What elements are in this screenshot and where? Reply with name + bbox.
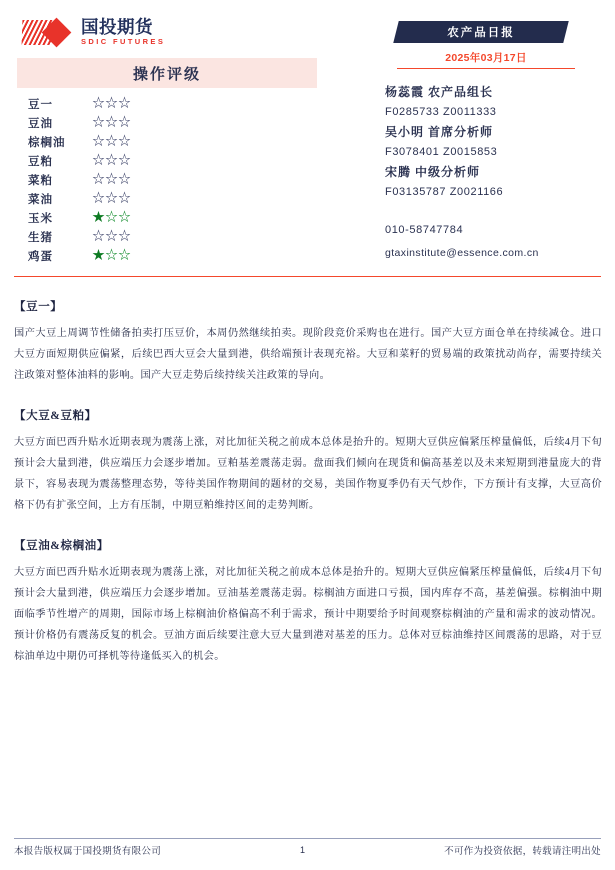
star-empty-icon: ☆ bbox=[105, 153, 118, 168]
analyst-name: 宋腾 中级分析师 bbox=[385, 165, 481, 179]
rating-stars bbox=[92, 211, 131, 224]
company-logo bbox=[22, 17, 165, 47]
rating-stars bbox=[92, 116, 131, 129]
analyst-name: 杨蕊霞 农产品组长 bbox=[385, 85, 494, 99]
logo-english-name: SDIC FUTURES bbox=[81, 37, 166, 46]
rating-stars bbox=[92, 173, 131, 186]
rating-commodity-name: 菜油 bbox=[28, 193, 53, 206]
star-empty-icon: ☆ bbox=[118, 229, 131, 244]
rating-row bbox=[28, 208, 318, 227]
footer-disclaimer: 不可作为投资依据，转载请注明出处 bbox=[444, 847, 601, 857]
star-empty-icon: ☆ bbox=[92, 153, 105, 168]
star-empty-icon: ☆ bbox=[105, 172, 118, 187]
rating-stars bbox=[92, 230, 131, 243]
banner-title-label: 农产品日报 bbox=[447, 27, 515, 39]
rating-commodity-name: 玉米 bbox=[28, 212, 53, 225]
star-empty-icon: ☆ bbox=[105, 248, 118, 263]
star-empty-icon: ☆ bbox=[118, 172, 131, 187]
rating-row bbox=[28, 94, 318, 113]
star-empty-icon: ☆ bbox=[92, 172, 105, 187]
header-divider bbox=[14, 276, 601, 277]
rating-commodity-name: 菜粕 bbox=[28, 174, 53, 187]
star-empty-icon: ☆ bbox=[118, 115, 131, 130]
ratings-panel-title-label: 操作评级 bbox=[132, 66, 201, 83]
star-empty-icon: ☆ bbox=[92, 191, 105, 206]
ratings-panel-title bbox=[17, 58, 317, 88]
analyst-name: 吴小明 首席分析师 bbox=[385, 125, 494, 139]
rating-row bbox=[28, 132, 318, 151]
contact-phone: 010-58747784 bbox=[385, 224, 464, 236]
rating-row bbox=[28, 189, 318, 208]
report-type-banner bbox=[396, 21, 566, 43]
star-empty-icon: ☆ bbox=[92, 229, 105, 244]
star-filled-icon: ★ bbox=[92, 248, 105, 263]
rating-commodity-name: 豆一 bbox=[28, 98, 53, 111]
section-heading: 【豆油&棕榈油】 bbox=[14, 540, 109, 552]
rating-stars bbox=[92, 154, 131, 167]
report-section bbox=[14, 298, 602, 386]
rating-row bbox=[28, 227, 318, 246]
star-empty-icon: ☆ bbox=[92, 134, 105, 149]
star-empty-icon: ☆ bbox=[118, 134, 131, 149]
star-empty-icon: ☆ bbox=[105, 191, 118, 206]
star-empty-icon: ☆ bbox=[118, 153, 131, 168]
rating-commodity-name: 生猪 bbox=[28, 231, 53, 244]
star-empty-icon: ☆ bbox=[105, 210, 118, 225]
analyst-license-code: F0285733 Z0011333 bbox=[385, 106, 497, 118]
section-heading: 【豆一】 bbox=[14, 301, 63, 313]
footer-divider bbox=[14, 838, 601, 839]
star-empty-icon: ☆ bbox=[118, 96, 131, 111]
rating-commodity-name: 豆油 bbox=[28, 117, 53, 130]
section-body-text: 大豆方面巴西升贴水近期表现为震荡上涨，对比加征关税之前成本总体是抬升的。短期大豆供应偏紧压榨量偏低，后续4月下旬预计会大量到港，供应端压力会逐步增加。豆油基差震荡走弱。棕榈油方面进口亏损，国内库存不高，基差偏强。棕榈油中期面临季节性增产的周期，国际市场上棕榈油价格偏高不利于需求，预计中期要给予时间观察棕榈油的产量和需求的波动情况。预计价格仍有震荡反复的机会。豆油方面后续要注意大豆大量到港对基差的压力。总体对豆棕油维持区间震荡的思路，对于豆棕油单边中期仍可择机等待逢低买入的机会。 bbox=[14, 567, 602, 662]
logo-mark-icon bbox=[22, 17, 76, 47]
star-empty-icon: ☆ bbox=[105, 229, 118, 244]
star-filled-icon: ★ bbox=[92, 210, 105, 225]
star-empty-icon: ☆ bbox=[118, 248, 131, 263]
ratings-table bbox=[28, 94, 318, 265]
contact-email[interactable]: gtaxinstitute@essence.com.cn bbox=[385, 247, 539, 259]
report-header bbox=[0, 0, 615, 278]
analyst-license-code: F03135787 Z0021166 bbox=[385, 186, 504, 198]
rating-stars bbox=[92, 192, 131, 205]
date-divider bbox=[397, 68, 575, 69]
star-empty-icon: ☆ bbox=[118, 191, 131, 206]
star-empty-icon: ☆ bbox=[92, 96, 105, 111]
rating-stars bbox=[92, 135, 131, 148]
rating-commodity-name: 鸡蛋 bbox=[28, 250, 53, 263]
rating-row bbox=[28, 113, 318, 132]
star-empty-icon: ☆ bbox=[105, 134, 118, 149]
star-empty-icon: ☆ bbox=[105, 115, 118, 130]
logo-chinese-name: 国投期货 bbox=[81, 17, 153, 37]
contact-block bbox=[385, 219, 615, 265]
rating-stars bbox=[92, 97, 131, 110]
rating-row bbox=[28, 151, 318, 170]
footer-copyright: 本报告版权属于国投期货有限公司 bbox=[14, 847, 162, 857]
section-body-text: 国产大豆上周调节性储备拍卖打压豆价，本周仍然继续拍卖。现阶段竞价采购也在进行。国产大豆方面仓单在持续减仓。进口大豆方面短期供应偏紧，后续巴西大豆会大量到港，供给端预计表现充裕。大豆和菜籽的贸易端的政策扰动尚存，需要持续关注政策对整体油料的影响。国产大豆走势后续持续关注政策的导向。 bbox=[14, 328, 602, 381]
rating-commodity-name: 棕榈油 bbox=[28, 136, 66, 149]
rating-row bbox=[28, 246, 318, 265]
report-section bbox=[14, 407, 602, 516]
report-section bbox=[14, 537, 602, 667]
analyst-list bbox=[385, 82, 610, 202]
section-body-text: 大豆方面巴西升贴水近期表现为震荡上涨，对比加征关税之前成本总体是抬升的。短期大豆供应偏紧压榨量偏低，后续4月下旬预计会大量到港，供应端压力会逐步增加。豆粕基差震荡走弱。盘面我们倾向在现货和偏高基差以及未来短期到港量庞大的背景下，容易表现为震荡整理态势，等待美国作物期间的题材的交易，美国作物夏季仍有天气炒作，下方预计有支撑，大豆高价格下仍有扩张空间，上方有压制，中期豆粕维持区间的走势判断。 bbox=[14, 437, 602, 511]
rating-commodity-name: 豆粕 bbox=[28, 155, 53, 168]
analyst-license-code: F3078401 Z0015853 bbox=[385, 146, 498, 158]
star-empty-icon: ☆ bbox=[105, 96, 118, 111]
rating-row bbox=[28, 170, 318, 189]
footer-page-number: 1 bbox=[299, 845, 306, 855]
report-footer bbox=[14, 843, 601, 857]
star-empty-icon: ☆ bbox=[92, 115, 105, 130]
logo-wordmark bbox=[81, 17, 165, 46]
rating-stars bbox=[92, 249, 131, 262]
report-content bbox=[14, 298, 602, 688]
section-heading: 【大豆&豆粕】 bbox=[14, 410, 97, 422]
report-date: 2025年03月17日 bbox=[445, 52, 527, 64]
star-empty-icon: ☆ bbox=[118, 210, 131, 225]
